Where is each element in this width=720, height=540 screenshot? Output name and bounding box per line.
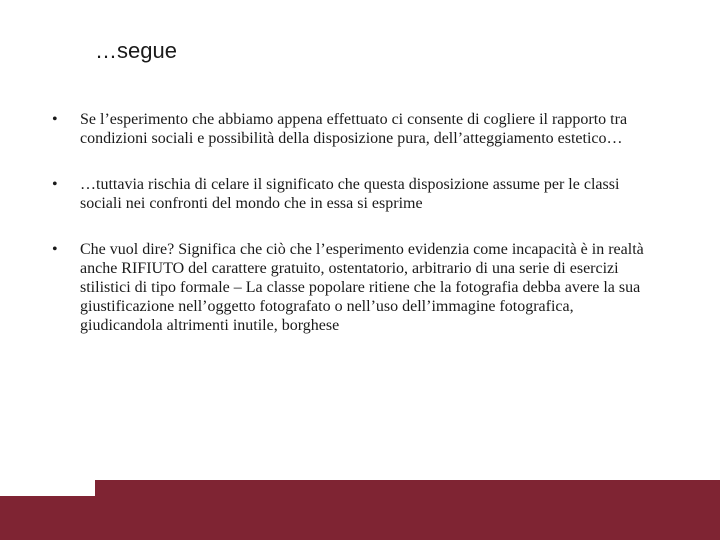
footer-accent-bar <box>0 480 720 540</box>
bullet-text: Se l’esperimento che abbiamo appena effettuato ci consente di cogliere il rapporto tra condizioni sociali e possibilità della disposizione pura, dell’atteggiamento estetico… <box>80 111 628 147</box>
bullet-item <box>52 175 652 213</box>
bullet-text: Che vuol dire? Significa che ciò che l’esperimento evidenzia come incapacità è in realtà anche RIFIUTO del carattere gratuito, ostentatorio, arbitrario di una serie di esercizi stilistici di tipo formale – La classe popolare ritiene che la fotografia debba avere la sua giustificazione nell’oggetto fotografato o nell’uso dell’immagine fotografica, giudicandola altrimenti inutile, borghese <box>80 241 644 334</box>
bullet-item <box>52 110 652 148</box>
bullet-list <box>52 110 652 362</box>
bullet-icon: • <box>52 111 58 128</box>
bullet-icon: • <box>52 241 58 258</box>
bullet-icon: • <box>52 176 58 193</box>
bullet-item <box>52 240 652 335</box>
bullet-text: …tuttavia rischia di celare il significato che questa disposizione assume per le classi sociali nei confronti del mondo che in essa si esprime <box>80 176 620 212</box>
footer-notch <box>0 480 95 496</box>
slide-title: …segue <box>95 38 177 63</box>
